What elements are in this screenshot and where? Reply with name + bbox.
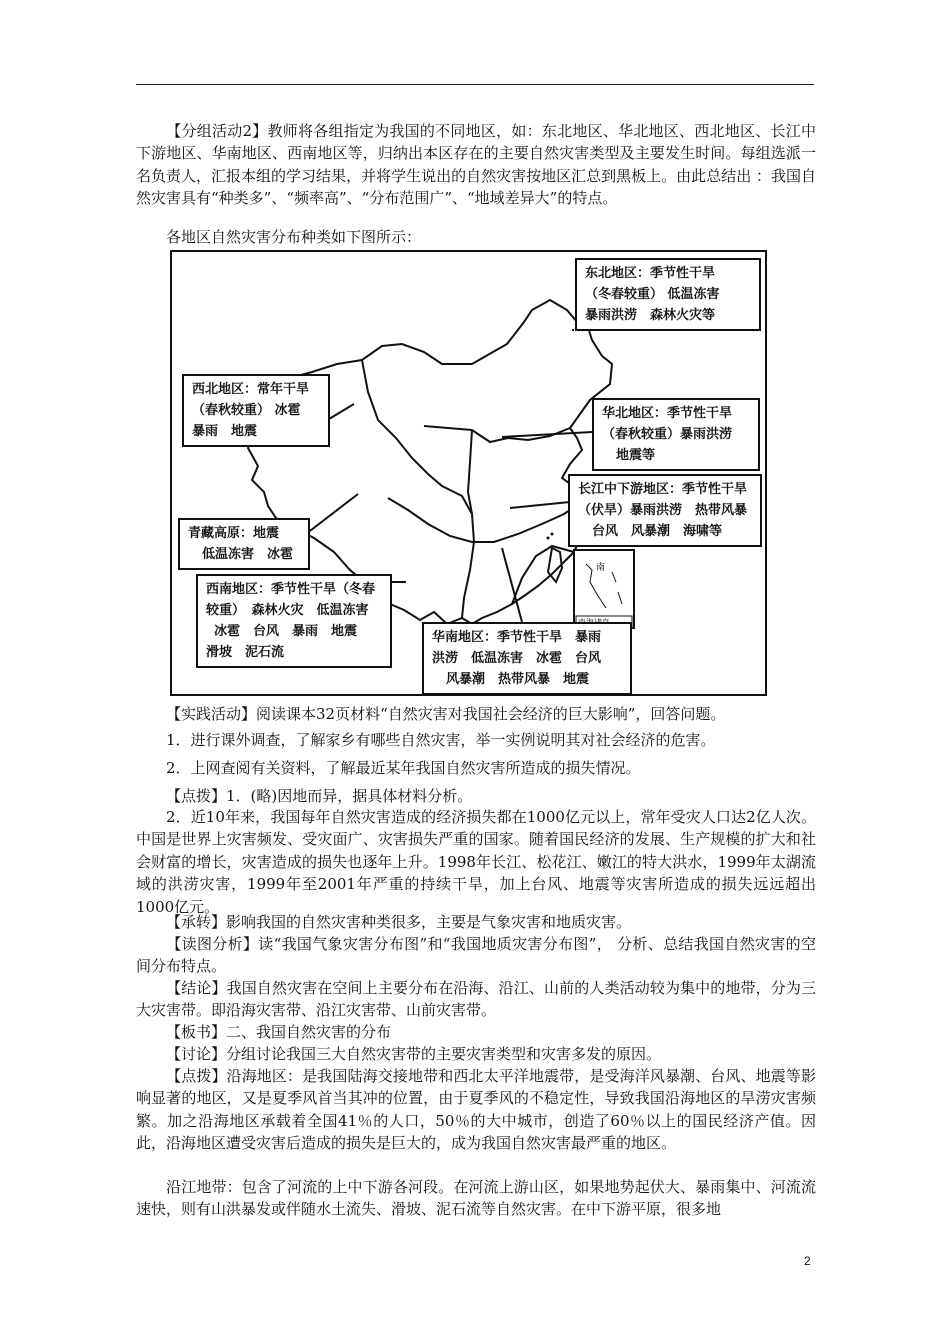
callout-line: （春秋较重）暴雨洪涝 — [602, 427, 733, 442]
region-line-4 — [462, 514, 474, 618]
page-number: 2 — [804, 1254, 811, 1268]
callout-line: 洪涝 低温冻害 冰雹 台风 — [432, 651, 602, 666]
callout-line: 东北地区：季节性干旱 — [585, 266, 716, 281]
callout-line: 青藏高原：地震 — [188, 526, 280, 541]
discussion: 【讨论】分组讨论我国三大自然灾害带的主要灾害类型和灾害多发的原因。 — [166, 1045, 662, 1063]
callout-line: 暴雨 地震 — [192, 424, 258, 439]
callout-line: 暴雨洪涝 森林火灾等 — [585, 308, 716, 323]
map-intro: 各地区自然灾害分布种类如下图所示： — [166, 228, 422, 246]
pointer-yangtze — [510, 502, 570, 508]
callout-line: 较重） 森林火灾 低温冻害 — [206, 603, 369, 618]
callout-line: 长江中下游地区：季节性干旱 — [578, 482, 748, 497]
practice-activity: 【实践活动】阅读课本32页材料“自然灾害对我国社会经济的巨大影响”，回答问题。 — [166, 705, 726, 723]
disaster-distribution-map — [170, 250, 767, 696]
region-line-6 — [468, 430, 472, 514]
callout-line: 华北地区：季节性干旱 — [602, 406, 733, 421]
callout-line: 低温冻害 冰雹 — [202, 547, 294, 562]
pointer-qingzang — [302, 494, 358, 537]
callout-line: 西南地区：季节性干旱（冬春 — [206, 582, 376, 597]
header-rule — [136, 84, 814, 85]
conclusion-paragraph: 【结论】我国自然灾害在空间上主要分布在沿海、沿江、山前的人类活动较为集中的地带，分为三大灾害带。即沿海灾害带、沿江灾害带、山前灾害带。 — [136, 979, 816, 1020]
question-1: 1．进行课外调查，了解家乡有哪些自然灾害，举一实例说明其对社会经济的危害。 — [166, 731, 716, 749]
map-analysis-paragraph: 【读图分析】读“我国气象灾害分布图”和“我国地质灾害分布图”， 分析、总结我国自然灾害的空间分布特点。 — [136, 935, 816, 976]
callout-qingzang — [178, 518, 310, 570]
callout-line: 滑坡 泥石流 — [206, 645, 285, 660]
hint-2-paragraph: 2．近10年来，我国每年自然灾害造成的经济损失都在1000亿元以上，常年受灾人口达2亿人次。中国是世界上灾害频发、受灾面广、灾害损失严重的国家。随着国民经济的发展、生产规模的扩大和社会财富的增长，灾害造成的损失也逐年上升。1998年长江、松花江、嫩江的特大洪水，1999年太湖流域的洪涝灾害，1999年至2001年严重的持续干旱，加上台风、地震等灾害所造成的损失远远超出1000亿元。 — [136, 808, 816, 916]
paragraph-group-activity-2: 【分组活动2】教师将各组指定为我国的不同地区，如：东北地区、华北地区、西北地区、长江中下游地区、华南地区、西南地区等，归纳出本区存在的主要自然灾害类型及主要发生时间。每组选派一名负责人，汇报本组的学习结果，并将学生说出的自然灾害按地区汇总到黑板上。由此总结出 ：我国自然灾害具有“种类多”、“频率高”、“分布范围广”、“地域差异大”的特点。 — [136, 122, 816, 208]
transition: 【承转】影响我国的自然灾害种类很多，主要是气象灾害和地质灾害。 — [166, 913, 632, 931]
hint-3-paragraph: 【点拨】沿海地区：是我国陆海交接地带和西北太平洋地震带，是受海洋风暴潮、台风、地震等影响显著的地区，又是夏季风首当其冲的位置，由于夏季风的不稳定性，导致我国沿海地区的旱涝灾害频繁。加之沿海地区承载着全国41％的人口，50％的大中城市，创造了60％以上的国民经济产值。因此，沿海地区遭受灾害后造成的损失是巨大的，成为我国自然灾害最严重的地区。 — [136, 1067, 816, 1153]
south-sea-inset — [574, 550, 634, 628]
riverside-paragraph: 沿江地带：包含了河流的上中下游各河段。在河流上游山区，如果地势起伏大、暴雨集中、河流流速快，则有山洪暴发或伴随水土流失、滑坡、泥石流等自然灾害。在中下游平原，很多地 — [136, 1178, 816, 1219]
question-2: 2．上网查阅有关资料，了解最近某年我国自然灾害所造成的损失情况。 — [166, 759, 641, 777]
board-note: 【板书】二、我国自然灾害的分布 — [166, 1023, 392, 1041]
callout-northwest — [182, 374, 330, 447]
callout-yangtze — [568, 474, 762, 547]
callout-northeast — [575, 258, 761, 331]
callout-southwest — [196, 574, 392, 668]
callout-line: （冬春较重） 低温冻害 — [585, 287, 720, 302]
region-line-5 — [512, 546, 574, 604]
callout-line: 西北地区：常年干旱 — [192, 382, 310, 397]
callout-line: 冰雹 台风 暴雨 地震 — [214, 624, 358, 639]
callout-northchina — [592, 398, 760, 471]
callout-line: 台风 风暴潮 海啸等 — [592, 524, 723, 539]
callout-line: （春秋较重） 冰雹 — [192, 403, 301, 418]
callout-line: 地震等 — [616, 448, 656, 463]
callout-line: 华南地区：季节性干旱 暴雨 — [432, 630, 602, 645]
callout-line: 风暴潮 热带风暴 地震 — [446, 672, 590, 687]
region-line-1 — [362, 360, 472, 514]
inset-sea-label: 南 — [596, 563, 606, 573]
callout-southchina — [422, 622, 632, 695]
callout-line: （伏旱）暴雨洪涝 热带风暴 — [578, 503, 748, 518]
hint-1: 【点拨】1．(略)因地而异，据具体材料分析。 — [166, 787, 473, 805]
